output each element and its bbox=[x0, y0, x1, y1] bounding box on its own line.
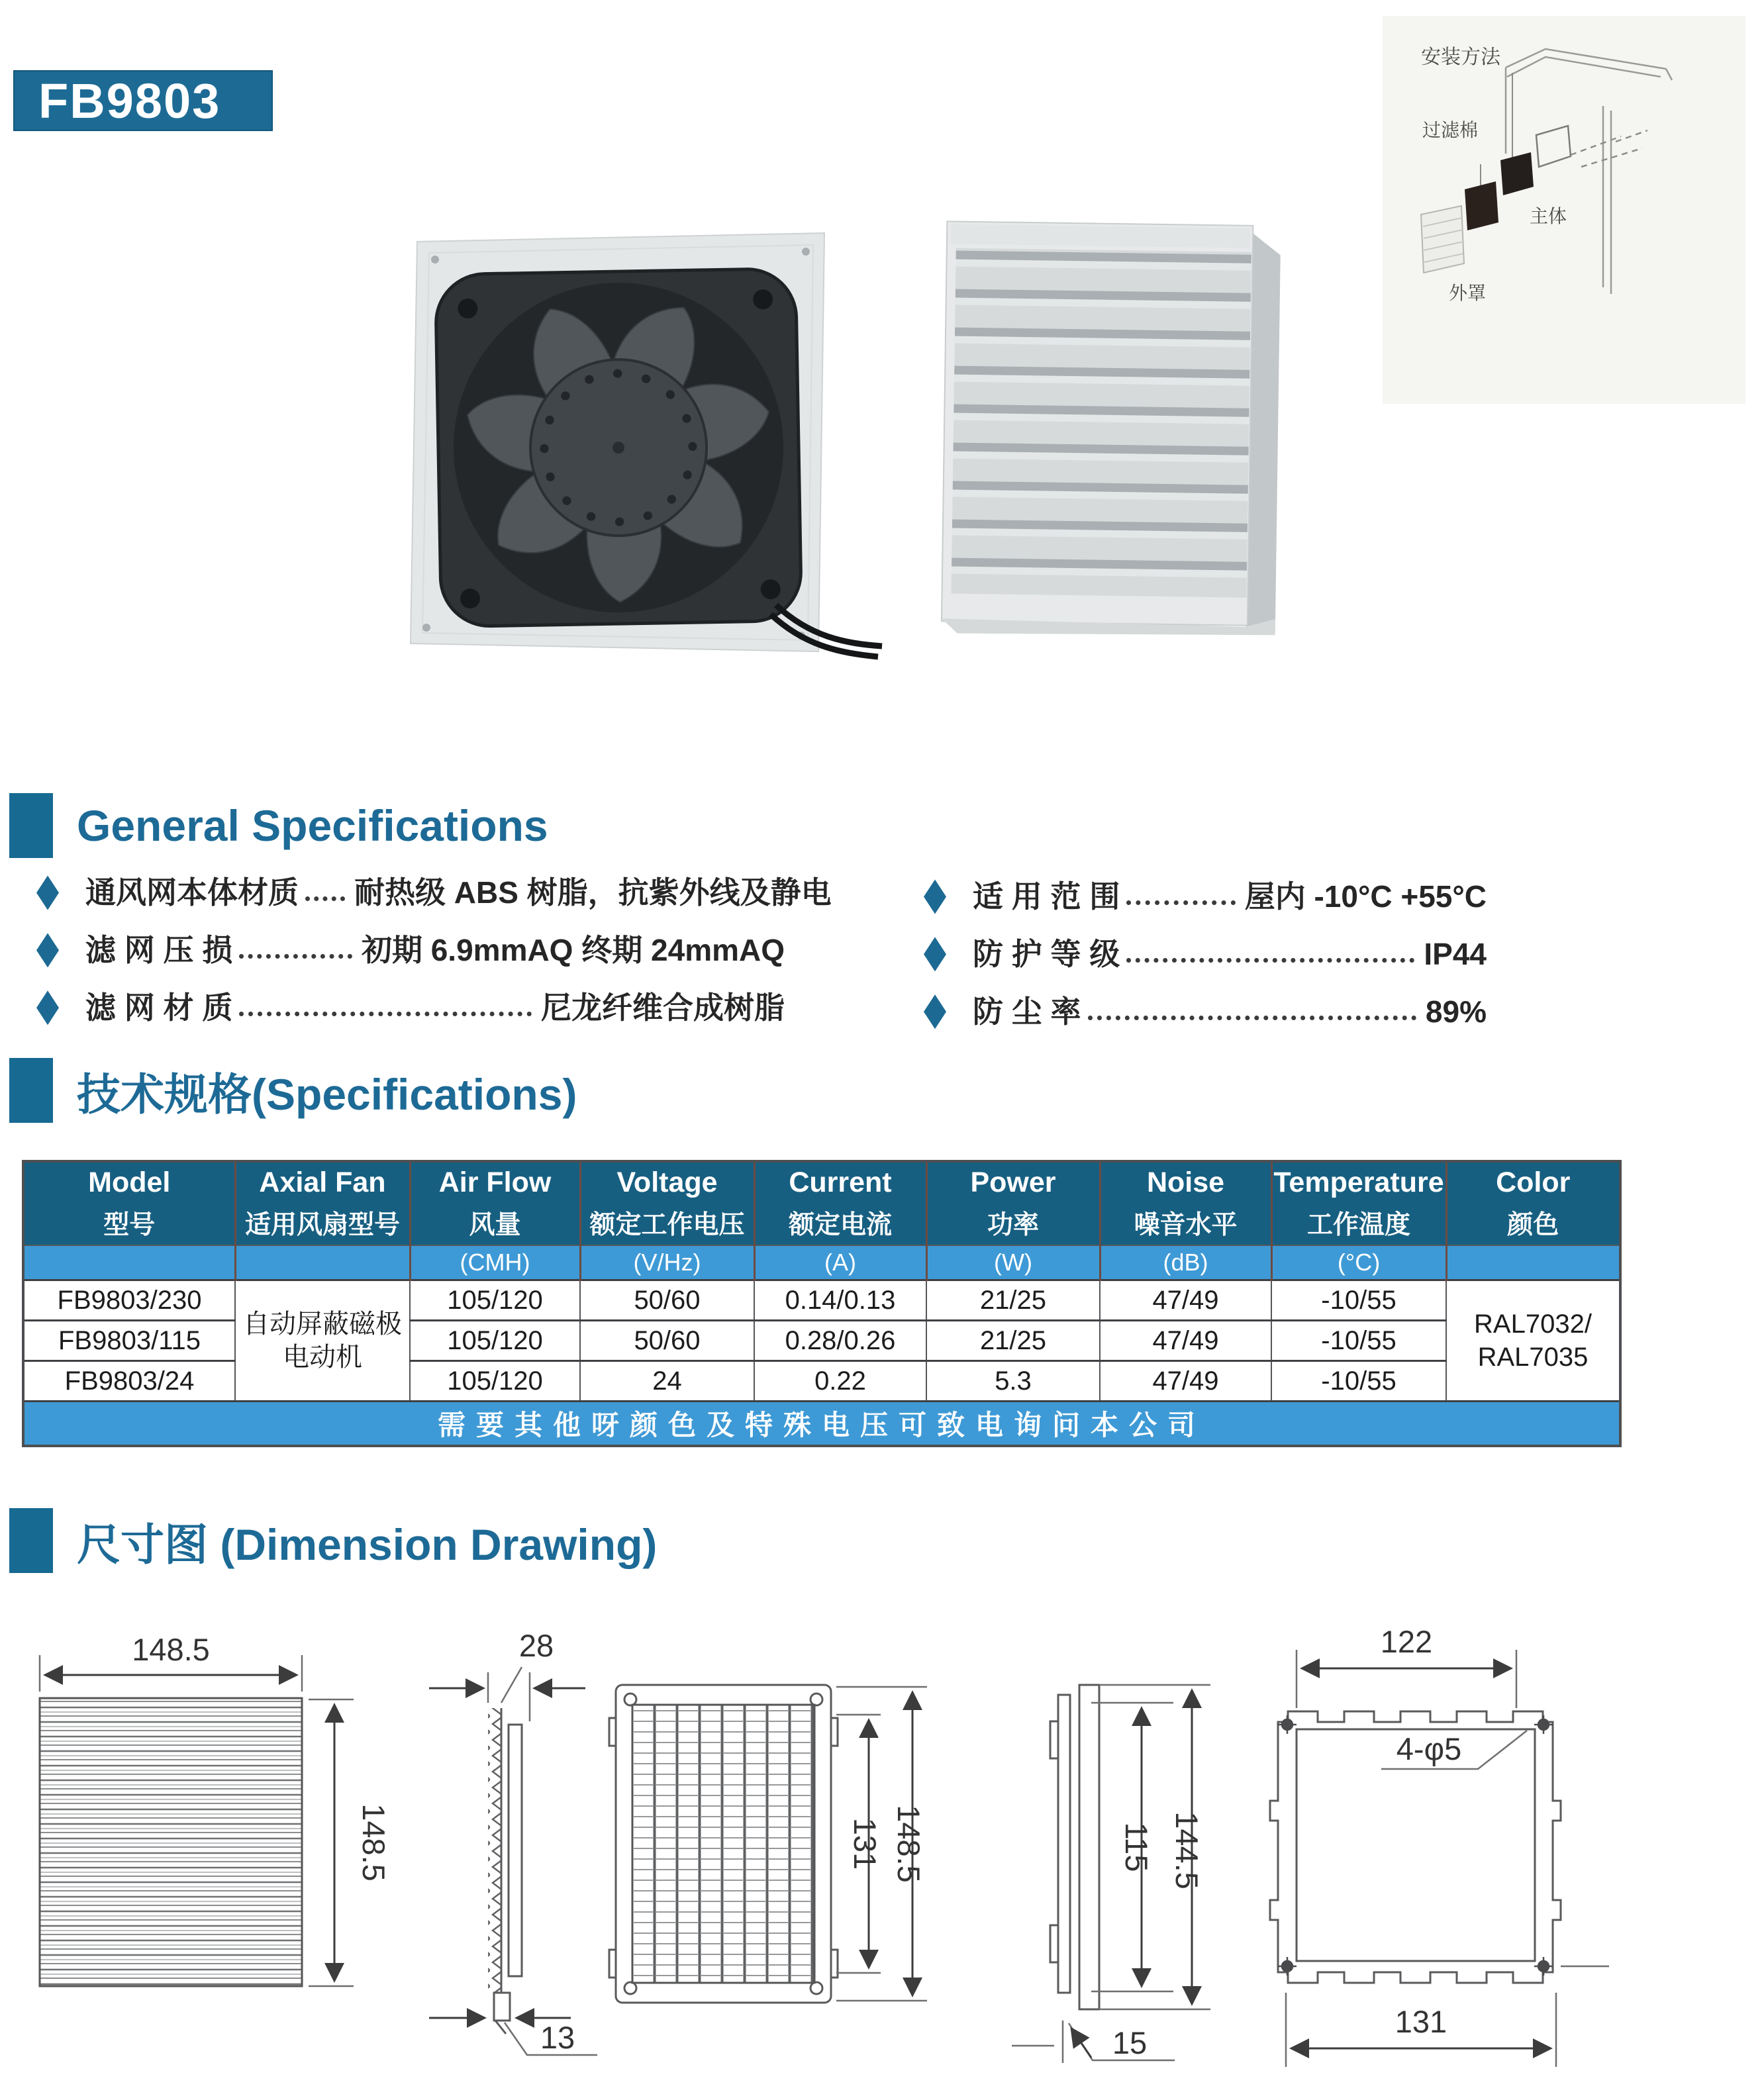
cutout-top-dim: 122 bbox=[1380, 1624, 1433, 1659]
spec-label: 防 尘 率 bbox=[973, 994, 1081, 1029]
axial-fan-cell bbox=[235, 1280, 410, 1402]
spec-label: 通风网本体材质 bbox=[85, 875, 299, 910]
install-title: 安装方法 bbox=[1421, 46, 1500, 68]
cutout-drawing bbox=[1270, 1624, 1609, 2067]
airflow-cell: 105/120 bbox=[410, 1321, 580, 1361]
color-line2: RAL7035 bbox=[1477, 1343, 1589, 1372]
noise-cell: 47/49 bbox=[1100, 1280, 1271, 1321]
dotted-leader bbox=[239, 1012, 532, 1016]
cutout-holes-note: 4-φ5 bbox=[1396, 1731, 1462, 1766]
diamond-bullet-icon bbox=[924, 994, 946, 1029]
power-cell: 5.3 bbox=[926, 1361, 1100, 1402]
side1-bottom-dim: 13 bbox=[540, 2020, 575, 2055]
front-width-dim: 148.5 bbox=[132, 1632, 210, 1667]
voltage-cell: 50/60 bbox=[580, 1280, 754, 1321]
spec-value: 耐热级 ABS 树脂，抗紫外线及静电 bbox=[354, 875, 832, 910]
model-cell: FB9803/115 bbox=[23, 1321, 235, 1361]
heading-square-icon bbox=[9, 1508, 53, 1573]
power-cell: 21/25 bbox=[926, 1280, 1100, 1321]
spec-item bbox=[924, 937, 1487, 972]
color-line1: RAL7032/ bbox=[1474, 1310, 1592, 1339]
front-height-dim: 148.5 bbox=[356, 1803, 391, 1882]
spec-item bbox=[924, 879, 1487, 914]
spec-item bbox=[36, 933, 785, 968]
back-view-drawing bbox=[609, 1685, 927, 2003]
unit-cell bbox=[1446, 1245, 1620, 1280]
col-header-axial-fan: Axial Fan 适用风扇型号 bbox=[235, 1161, 410, 1245]
unit-cell bbox=[23, 1245, 235, 1280]
specifications-heading bbox=[9, 1058, 577, 1123]
louver-grille-photo bbox=[919, 192, 1323, 675]
diamond-bullet-icon bbox=[36, 933, 59, 967]
model-cell: FB9803/24 bbox=[23, 1361, 235, 1402]
dotted-leader bbox=[239, 954, 352, 959]
model-badge: FB9803 bbox=[13, 70, 273, 131]
spec-item bbox=[924, 994, 1487, 1029]
spec-value: 尼龙纤维合成树脂 bbox=[541, 990, 785, 1025]
spec-item bbox=[36, 875, 832, 910]
cover-label: 外罩 bbox=[1449, 283, 1487, 303]
col-header-power: Power 功率 bbox=[926, 1161, 1100, 1245]
noise-cell: 47/49 bbox=[1100, 1321, 1271, 1361]
spec-value: 89% bbox=[1425, 994, 1487, 1029]
axial-fan bbox=[435, 268, 801, 626]
general-specs-right-column bbox=[924, 879, 1487, 1029]
voltage-cell: 24 bbox=[580, 1361, 754, 1402]
col-header-model: Model 型号 bbox=[23, 1161, 235, 1245]
back-inner-dim: 131 bbox=[848, 1817, 883, 1870]
spec-label: 滤 网 材 质 bbox=[85, 990, 233, 1025]
col-header-voltage: Voltage 额定工作电压 bbox=[580, 1161, 754, 1245]
unit-cell: (CMH) bbox=[410, 1245, 580, 1280]
col-header-air-flow: Air Flow 风量 bbox=[410, 1161, 580, 1245]
unit-cell: (A) bbox=[754, 1245, 926, 1280]
side2-inner-dim: 115 bbox=[1119, 1822, 1154, 1872]
cover-sketch bbox=[1421, 206, 1464, 273]
spec-label: 滤 网 压 损 bbox=[85, 932, 233, 967]
col-header-current: Current 额定电流 bbox=[754, 1161, 926, 1245]
spec-value: 屋内 -10°C +55°C bbox=[1244, 879, 1487, 914]
unit-cell: (W) bbox=[926, 1245, 1100, 1280]
side2-outer-dim: 144.5 bbox=[1169, 1811, 1204, 1889]
dotted-leader bbox=[305, 896, 345, 901]
grille-slats bbox=[952, 248, 1251, 598]
noise-cell: 47/49 bbox=[1100, 1361, 1271, 1402]
front-view-drawing bbox=[40, 1632, 391, 1986]
specifications-table bbox=[22, 1160, 1622, 1447]
col-header-color: Color 颜色 bbox=[1446, 1161, 1620, 1245]
side-profile2-drawing bbox=[1012, 1685, 1210, 2063]
filter-pad bbox=[1465, 181, 1498, 230]
side-profile-drawing bbox=[429, 1628, 597, 2055]
axial-fan-photo bbox=[344, 179, 907, 722]
current-cell: 0.22 bbox=[754, 1361, 926, 1402]
table-header-row bbox=[23, 1161, 1620, 1245]
dimension-drawings-main bbox=[0, 1589, 1764, 2100]
cutout-bottom-dim: 131 bbox=[1395, 2004, 1447, 2039]
current-cell: 0.28/0.26 bbox=[754, 1321, 926, 1361]
diamond-bullet-icon bbox=[924, 879, 946, 914]
spec-value: 初期 6.9mmAQ 终期 24mmAQ bbox=[361, 932, 785, 967]
dotted-leader bbox=[1088, 1016, 1416, 1020]
heading-square-icon bbox=[9, 1058, 53, 1123]
airflow-cell: 105/120 bbox=[410, 1361, 580, 1402]
back-outer-dim: 148.5 bbox=[891, 1805, 926, 1883]
col-header-noise: Noise 噪音水平 bbox=[1100, 1161, 1271, 1245]
heading-square-icon bbox=[9, 793, 53, 858]
filter-label: 过滤棉 bbox=[1422, 120, 1479, 140]
table-footer-note: 需要其他呀颜色及特殊电压可致电询问本公司 bbox=[23, 1402, 1620, 1447]
general-specs-left-column bbox=[36, 875, 832, 1026]
temperature-cell: -10/55 bbox=[1271, 1361, 1446, 1402]
table-footer-row bbox=[23, 1402, 1620, 1447]
dimension-drawing-heading bbox=[9, 1508, 657, 1573]
heading-title: 技术规格(Specifications) bbox=[77, 1069, 577, 1119]
temperature-cell: -10/55 bbox=[1271, 1321, 1446, 1361]
installation-diagram bbox=[1383, 16, 1745, 404]
heading-title: General Specifications bbox=[77, 801, 548, 850]
spec-label: 防 护 等 级 bbox=[973, 936, 1120, 971]
spec-item bbox=[36, 990, 785, 1026]
spec-value: IP44 bbox=[1424, 936, 1487, 971]
unit-cell bbox=[235, 1245, 410, 1280]
axial-fan-line2: 电动机 bbox=[283, 1343, 362, 1372]
table-row bbox=[23, 1280, 1620, 1321]
diamond-bullet-icon bbox=[36, 990, 59, 1025]
dotted-leader bbox=[1126, 958, 1414, 963]
power-cell: 21/25 bbox=[926, 1321, 1100, 1361]
color-cell bbox=[1446, 1280, 1620, 1402]
axial-fan-line1: 自动屏蔽磁极 bbox=[243, 1310, 402, 1339]
current-cell: 0.14/0.13 bbox=[754, 1280, 926, 1321]
unit-cell: (°C) bbox=[1271, 1245, 1446, 1280]
spec-label: 适 用 范 围 bbox=[973, 879, 1120, 914]
dotted-leader bbox=[1126, 900, 1235, 905]
side2-bottom-dim: 15 bbox=[1112, 2025, 1148, 2060]
diamond-bullet-icon bbox=[36, 875, 59, 910]
heading-title: 尺寸图 (Dimension Drawing) bbox=[77, 1519, 658, 1569]
airflow-cell: 105/120 bbox=[410, 1280, 580, 1321]
voltage-cell: 50/60 bbox=[580, 1321, 754, 1361]
temperature-cell: -10/55 bbox=[1271, 1280, 1446, 1321]
diamond-bullet-icon bbox=[924, 937, 946, 971]
table-units-row bbox=[23, 1245, 1620, 1280]
unit-cell: (dB) bbox=[1100, 1245, 1271, 1280]
general-specifications-heading bbox=[9, 793, 548, 858]
model-cell: FB9803/230 bbox=[23, 1280, 235, 1321]
unit-cell: (V/Hz) bbox=[580, 1245, 754, 1280]
col-header-temperature: Temperature 工作温度 bbox=[1271, 1161, 1446, 1245]
side1-top-dim: 28 bbox=[518, 1628, 554, 1663]
body-label: 主体 bbox=[1530, 206, 1567, 226]
